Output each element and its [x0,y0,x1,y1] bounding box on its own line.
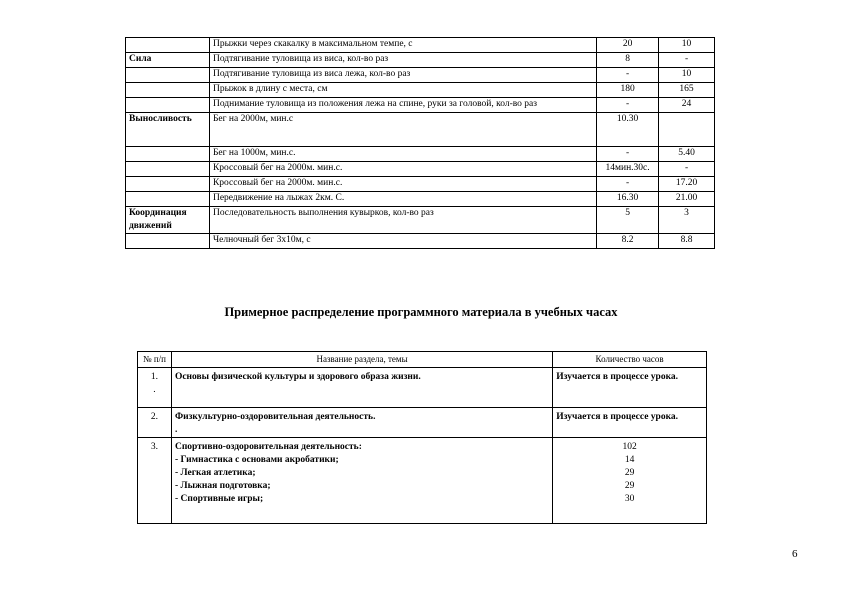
section-title: Примерное распределение программного материала в учебных часах [224,305,618,319]
row-title-text: Спортивно-оздоровительная деятельность: [174,442,362,452]
subitem-hours: 14 [624,455,635,465]
norms-exercise-cell: Кроссовый бег на 2000м. мин.с. [209,162,596,177]
distribution-row-2 [138,408,707,438]
norms-row [126,192,715,207]
norms-value-a-cell: 10.30 [597,113,659,147]
norms-value-b-cell: - [659,162,715,177]
norms-table [125,37,715,249]
norms-value-b-cell: 24 [659,98,715,113]
norms-value-b-cell: 8.8 [659,234,715,249]
norms-exercise-cell: Поднимание туловища из положения лежа на спине, руки за головой, кол-во раз [209,98,596,113]
norms-category-cell [126,234,210,249]
norms-value-a-cell: - [597,147,659,162]
norms-row [126,207,715,234]
subitem-hours: 29 [624,468,635,478]
row-hours-text: 102 [622,442,637,452]
norms-row [126,234,715,249]
norms-category-cell [126,83,210,98]
norms-exercise-cell: Бег на 2000м, мин.с [209,113,596,147]
norms-value-b-cell: 17.20 [659,177,715,192]
row-title [171,408,552,438]
norms-value-a-cell: - [597,68,659,83]
header-section: Название раздела, темы [171,352,552,368]
norms-category-cell [126,147,210,162]
norms-value-b-cell: 21.00 [659,192,715,207]
norms-exercise-cell: Прыжки через скакалку в максимальном темпе, с [209,38,596,53]
norms-value-b-cell [659,113,715,147]
subitem-label: - Лыжная подготовка; [174,481,271,491]
norms-value-a-cell: 5 [597,207,659,234]
row-hours: Изучается в процессе урока. [553,368,707,408]
norms-exercise-cell: Последовательность выполнения кувырков, кол-во раз [209,207,596,234]
row-title: Основы физической культуры и здорового образа жизни. [171,368,552,408]
norms-row [126,38,715,53]
norms-row [126,147,715,162]
row-mark: . [153,385,156,395]
norms-row [126,68,715,83]
row-mark: . [174,425,178,435]
norms-exercise-cell: Подтягивание туловища из виса лежа, кол-во раз [209,68,596,83]
subitem-label: - Гимнастика с основами акробатики; [174,455,339,465]
distribution-row-3 [138,438,707,524]
norms-exercise-cell: Передвижение на лыжах 2км. С. [209,192,596,207]
norms-value-a-cell: 20 [597,38,659,53]
norms-value-a-cell: 16.30 [597,192,659,207]
norms-value-a-cell: - [597,98,659,113]
norms-row [126,98,715,113]
row-title [171,438,552,524]
norms-exercise-cell: Прыжок в длину с места, см [209,83,596,98]
page-number: 6 [792,548,798,560]
norms-exercise-cell: Подтягивание туловища из виса, кол-во раз [209,53,596,68]
norms-value-b-cell: 10 [659,38,715,53]
header-num: № п/п [138,352,172,368]
subitem-label: - Спортивные игры; [174,494,264,504]
norms-value-a-cell: 8 [597,53,659,68]
norms-value-b-cell: 10 [659,68,715,83]
norms-category-cell: Выносливость [126,113,210,147]
norms-row [126,113,715,147]
norms-value-b-cell: 165 [659,83,715,98]
norms-category-cell: Координация движений [126,207,210,234]
row-num: 2. [138,408,172,438]
norms-value-a-cell: 8.2 [597,234,659,249]
norms-category-cell [126,192,210,207]
norms-row [126,83,715,98]
norms-value-a-cell: 14мин.30с. [597,162,659,177]
row-hours: Изучается в процессе урока. [553,408,707,438]
norms-value-a-cell: - [597,177,659,192]
norms-category-cell: Сила [126,53,210,68]
norms-category-cell [126,162,210,177]
row-num: 3. [138,438,172,524]
norms-category-cell [126,177,210,192]
norms-exercise-cell: Бег на 1000м, мин.с. [209,147,596,162]
norms-category-cell [126,98,210,113]
subitem-hours: 30 [624,494,635,504]
subitem-label: - Легкая атлетика; [174,468,256,478]
row-num [138,368,172,408]
distribution-header-row [138,352,707,368]
subitem-hours: 29 [624,481,635,491]
norms-value-b-cell: 5.40 [659,147,715,162]
row-num-text: 1. [150,372,159,382]
row-title-text: Физкультурно-оздоровительная деятельность. [174,412,376,422]
norms-value-a-cell: 180 [597,83,659,98]
row-hours [553,438,707,524]
norms-row [126,53,715,68]
norms-row [126,177,715,192]
distribution-table [137,351,707,524]
distribution-row-1 [138,368,707,408]
norms-value-b-cell: 3 [659,207,715,234]
norms-category-cell [126,68,210,83]
norms-category-cell [126,38,210,53]
norms-row [126,162,715,177]
norms-value-b-cell: - [659,53,715,68]
norms-exercise-cell: Кроссовый бег на 2000м. мин.с. [209,177,596,192]
norms-exercise-cell: Челночный бег 3х10м, с [209,234,596,249]
header-hours: Количество часов [553,352,707,368]
